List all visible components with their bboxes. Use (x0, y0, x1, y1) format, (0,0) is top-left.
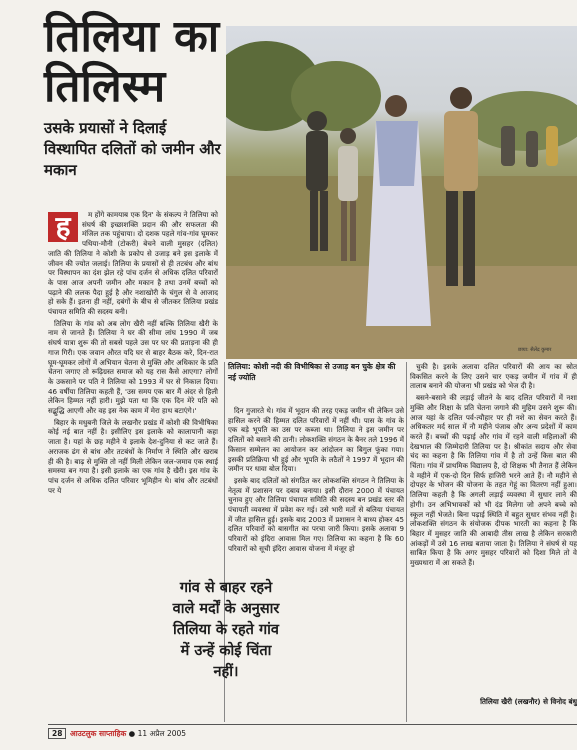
footer-separator-icon: ● (128, 729, 138, 738)
paragraph: बिहार के मधुबनी जिले के लखनौर प्रखंड में कोशी की विभीषिका कोई नई बात नहीं है। इसीलिए इस इलाके को कालापानी कहा जाता है। यहां के छह महीने ये इलाके देश-दुनिया से कट जाते हैं। अराजक ढंग से बांध और तटबंधों के निर्माण ने स्थिति और खराब ही की है। बाढ़ से मुक्ति तो नहीं मिली लेकिन जल-जमाव एक स्थाई समस्या बन गया है। इसी इलाके का एक गांव है खैरी। इस गांव के पांच दर्जन से अधिक दलित परिवार भूमिहीन थे। बांध और तटबंधों पर ये (48, 417, 218, 495)
column-divider (406, 362, 407, 722)
article-column-3 (410, 362, 577, 722)
paragraph: तिलिया के गांव को अब लोग खैरी नहीं बल्कि तिलिया खैरी के नाम से जानते हैं। तिलिया ने घर की सीमा लांघ 1990 में जब संघर्ष यात्रा शुरू की तो सबसे पहले उस पर घर की प्रताड़ना की ही गाज गिरी। एक जवान औरत यदि घर से बाहर बैठक करे, दिन-रात घूम-घूमकर लोगों में अभियान चेतना से मुक्ति और अधिकार के प्रति चेतना जगाए तो रूढ़िग्रस्त समाज को यह रास कैसे आएगा? लोगों के उकसाने पर पति ने तिलिया को 1993 में घर से निकाल दिया। 46 वर्षीया तिलिया कहती हैं, 'उस समय एक बार मैं अंदर से हिली लेकिन हिम्मत नहीं हारी। मुझे पता था कि एक दिन मेरे पति को सद्बुद्धि आएगी और वह इस नेक काम में मेरा हाथ बटाएंगे।' (48, 318, 218, 416)
headline: तिलिया का तिलिस्म (44, 11, 220, 112)
paragraph: बसने-बसाने की लड़ाई जीतने के बाद दलित परिवारों में नशा मुक्ति और शिक्षा के प्रति चेतना जगाने की मुहिम उसने शुरू की। आज यहां के दलित पर्व-त्यौहार पर ही नशे का सेवन करते हैं। अधिकतर मर्द साल में नौ महीने पंजाब और अन्य प्रदेशों में काम करते हैं। बच्चों की पढ़ाई और गांव में रहने वाली महिलाओं की देखभाल की जिम्मेदारी तिलिया पर है। श्रीकांत सदाय और सेवा चंद का कहना है कि तिलिया गांव में है तो उन्हें किस बात की चिंता। गांव में प्राथमिक विद्यालय है, दो शिक्षक भी तैनात हैं लेकिन वे महीने में एक-दो दिन सिर्फ हाजिरी भरने आते हैं। नौ महीने से दोपहर के भोजन की योजना के तहत गेहूं का वितरण नहीं हुआ। तिलिया कहती है कि अगली लड़ाई व्यवस्था में सुधार लाने की होगी। उन अभिभावकों को भी दंड मिलेगा जो अपने बच्चे को स्कूल नहीं भेजते। बिना पढ़ाई स्थिति में बहुत सुधार संभव नहीं है। लोकशक्ति संगठन के संयोजक दीपक भारती का कहना है कि बिहार में मुसहर जाति की आबादी तीस लाख है लेकिन सरकारी आंकड़ों में उसे 16 लाख बताया जाता है। तिलिया ने संघर्ष से यह साबित किया है कि अगर मुसहर परिवारों को दिशा मिले तो वे मुख्यधारा में आ सकते हैं। (410, 393, 577, 568)
article-photo (226, 26, 577, 359)
photo-credit: छाया: सैलेंद्र कुमार (518, 347, 552, 353)
page-footer (48, 724, 577, 741)
page-number: 28 (48, 728, 66, 739)
photo-illustration (226, 26, 577, 359)
paragraph: इसके बाद दलितों को संगठित कर लोकशक्ति संगठन ने तिलिया के नेतृत्व में प्रशासन पर दबाव बनाया। इसी दौरान 2000 में पंचायत चुनाव हुए और तिलिया पंचायत समिति की सदस्य बन प्रखंड स्तर की पंचायती व्यवस्था में प्रवेश कर गई। उसे भारी मतों से बलिया पंचायत में जीत हासिल हुई। इसके बाद 2003 में प्रशासन ने बाध्य होकर 45 दलित परिवारों को बासगीत का परचा जारी किया। इसके अलावा 9 परिवारों को इंदिरा आवास मिल गए। तिलिया का कहना है कि 60 परिवारों को सूची इंदिरा आवास योजना में मंजूर हो (228, 475, 404, 553)
issue-date: 11 अप्रैल 2005 (137, 729, 187, 738)
paragraph: म होंगे कामयाब एक दिन' के संकल्प ने तिलिया को संघर्ष की इच्छाशक्ति प्रदान की और सफलता की मंजिल तक पहुंचाया। दो दशक पहले गांव-गांव घूमकर पथिया-मौनी (टोकरी) बेचने वाली मुसहर (दलित) जाति की तिलिया ने कोशी के प्रकोप से उजाड़ बने इस इलाके में जीवन की ज्योत जलाई। तिलिया के प्रयासों से ही तटबंध और बांध पर विस्थापन का दंश झेल रहे पांच दर्जन से अधिक दलित परिवारों के पास आज अपनी जमीन और मकान है तथा उनमें बच्चों को पढ़ाने की ललक पैदा हुई है और नशाखोरी के चंगुल से वे आजाद हो सके हैं। इतना ही नहीं, दबंगों के बीच से जीतकर तिलिया प्रखंड पंचायत समिति की सदस्य बनी। (48, 210, 218, 317)
photo-caption: तिलिया: कोशी नदी की विभीषिका से उजाड़ बन चुके क्षेत्र की नई ज्योति (228, 362, 396, 382)
magazine-name: आउटलुक साप्ताहिक (70, 729, 127, 738)
subheadline: उसके प्रयासों ने दिलाई विस्थापित दलितों को जमीन और मकान (44, 119, 221, 179)
footer-info (70, 729, 186, 739)
paragraph: दिन गुजारते थे। गांव में भूदान की तरह एकड़ जमीन थी लेकिन उसे हासिल करने की हिम्मत दलित परिवारों में नहीं थी। पास के गांव के एक बड़े भूपति का उस पर कब्जा था। तिलिया ने इस जमीन पर दलितों को बसाने की ठानी। लोकशक्ति संगठन के बैनर तले 1996 में किसान सम्मेलन का आयोजन कर आंदोलन का बिगुल फूंका गया। इसकी प्रतिक्रिया भी हुई और भूपति के लठैतों ने 1997 में भूदान की जमीन पर धावा बोल दिया। (228, 406, 404, 474)
pull-quote: गांव से बाहर रहने वाले मर्दों के अनुसार तिलिया के रहते गांव में उन्हें कोई चिंता नहीं। (172, 580, 280, 680)
byline: तिलिया खैरी (लखनौर) से विनोद बंधु (480, 697, 577, 706)
paragraph: चुकी है। इसके अलावा दलित परिवारों की आय का स्रोत विकसित करने के लिए उसने चार एकड़ जमीन में गांव में ही तालाब बनाने की योजना भी प्रखंड को भेज दी है। (410, 362, 577, 391)
dropcap: ह (48, 212, 78, 242)
